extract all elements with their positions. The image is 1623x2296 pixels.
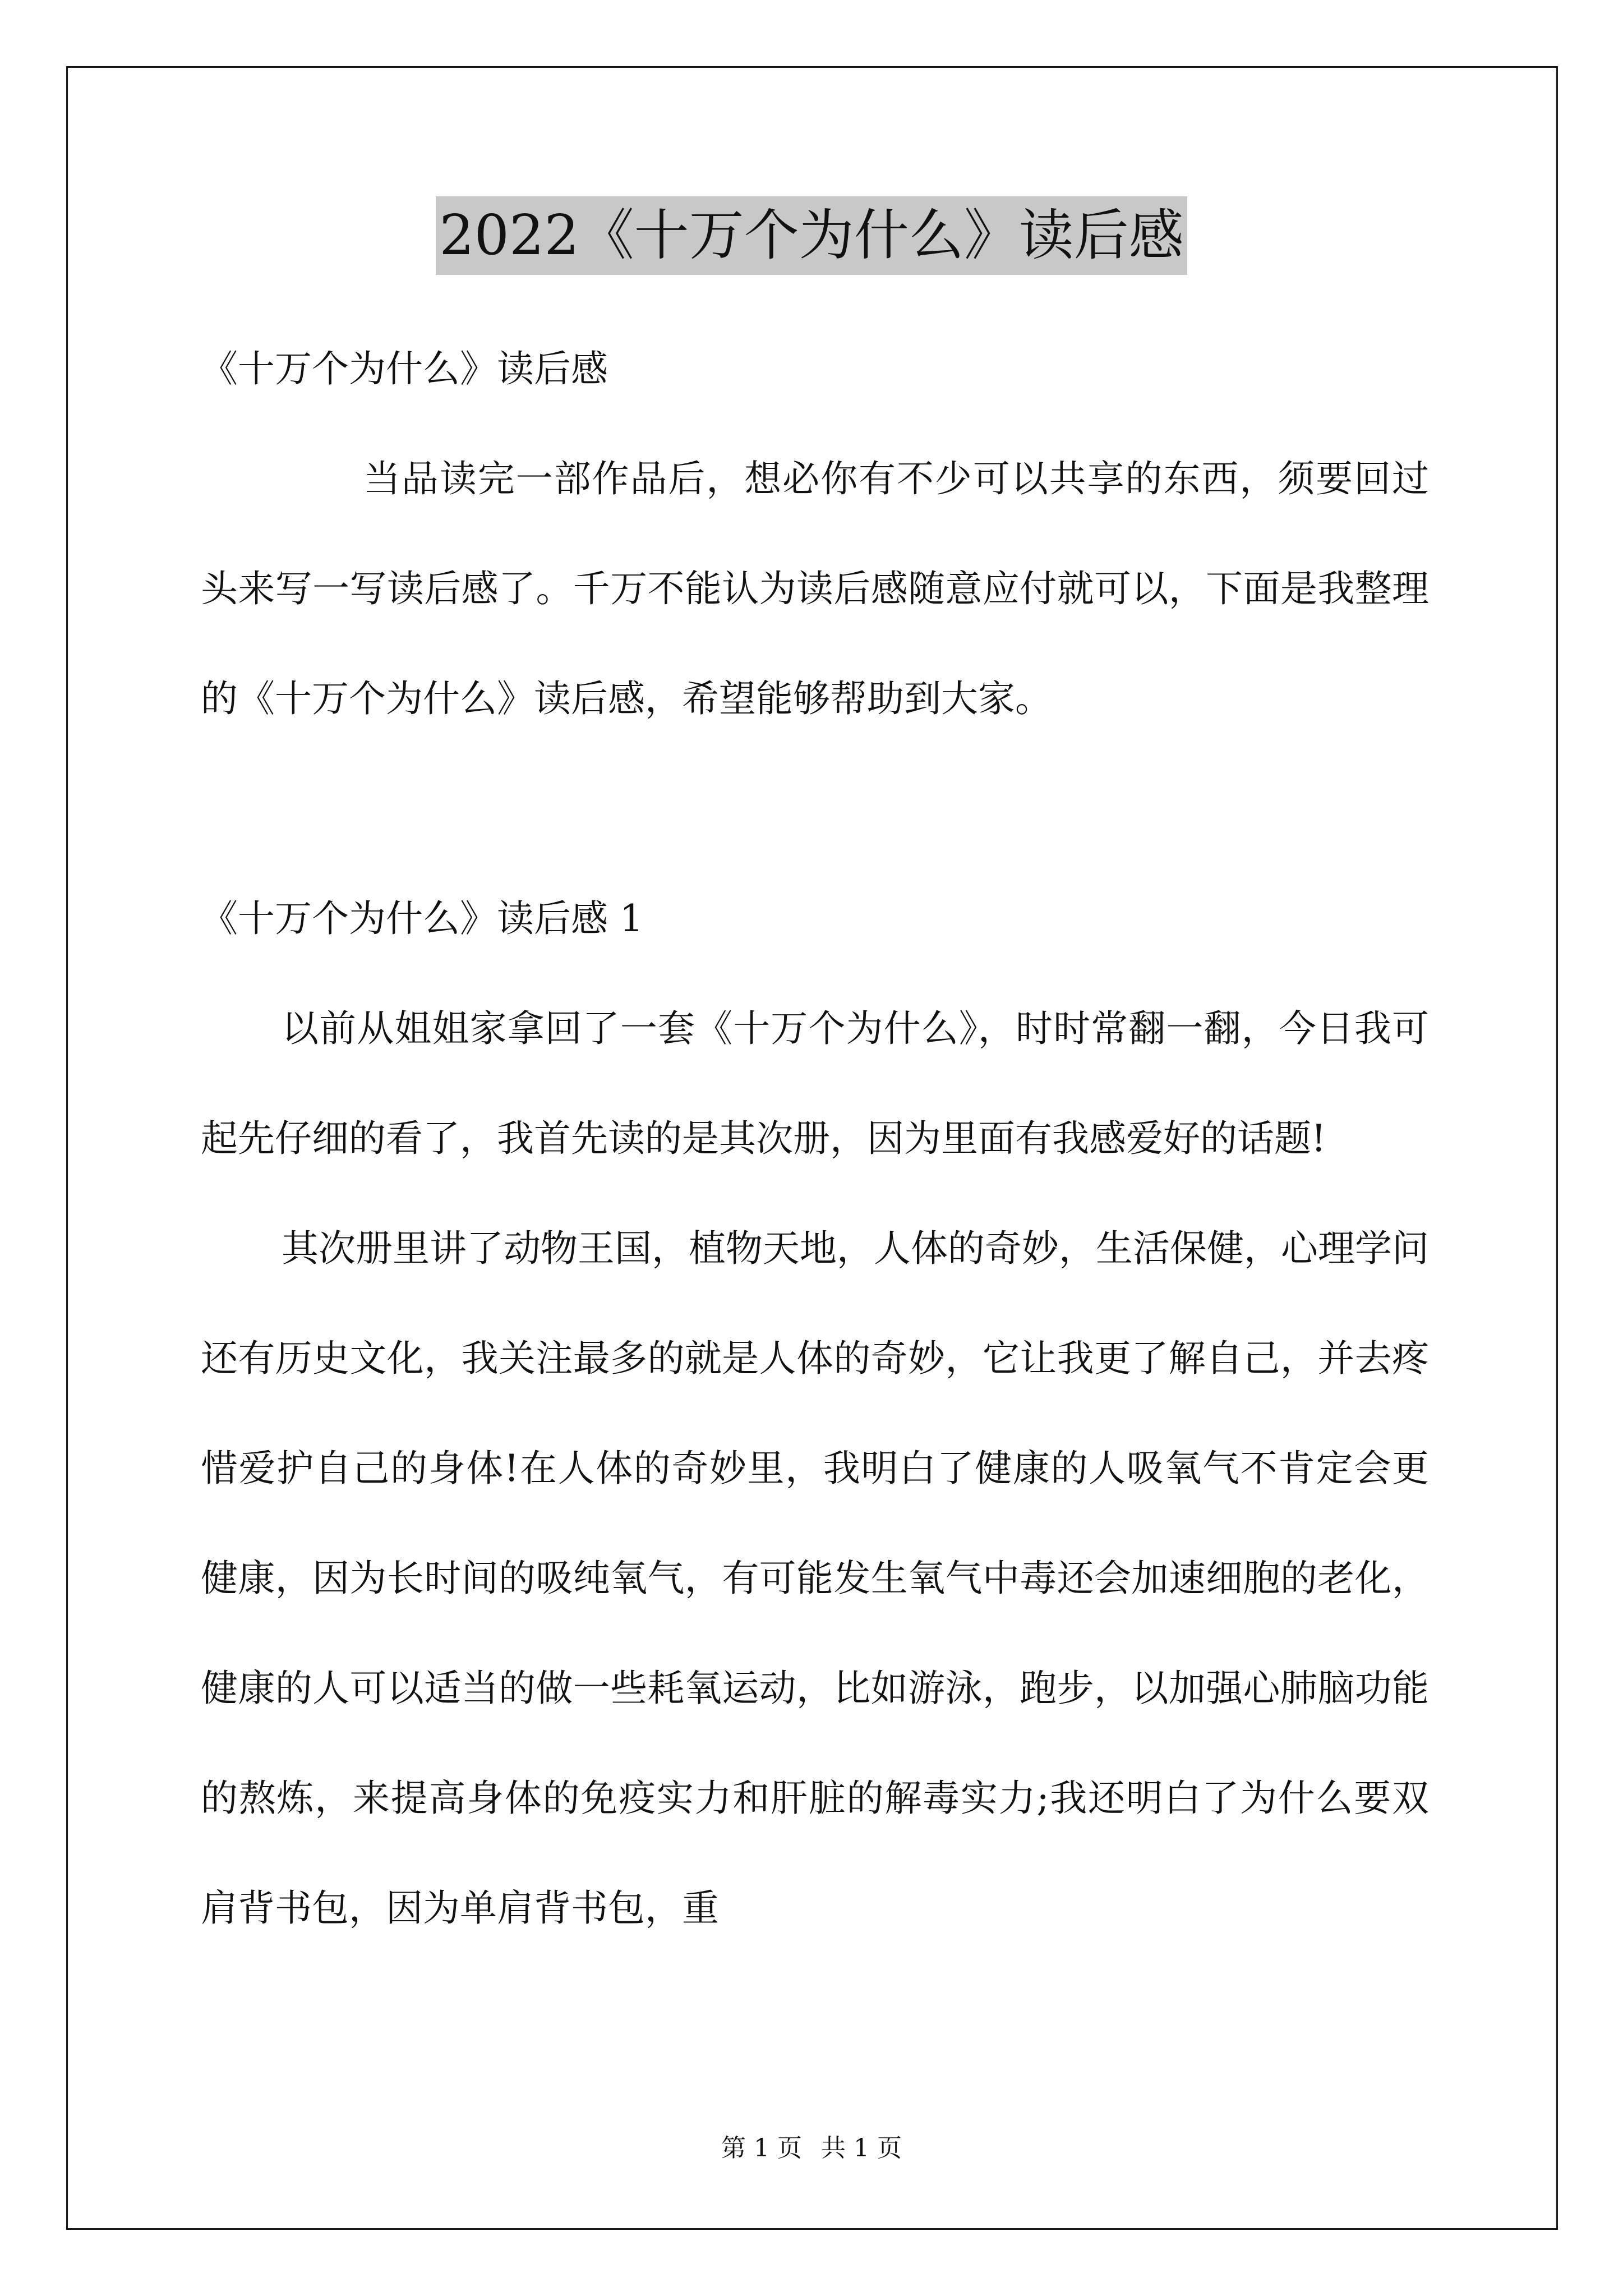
subtitle: 《十万个为什么》读后感 [201,347,608,390]
section-spacer [201,754,1429,864]
intro-paragraph: 当品读完一部作品后，想必你有不少可以共享的东西，须要回过头来写一写读后感了。千万不能认为读后感随意应付就可以，下面是我整理的《十万个为什么》读后感，希望能够帮助到大家。 [201,457,1429,720]
document-body [201,314,1429,1963]
page-total: 共 1 页 [821,2134,902,2162]
section-heading: 《十万个为什么》读后感 1 [201,897,643,940]
page-number: 第 1 页 [721,2134,802,2162]
body-paragraph: 以前从姐姐家拿回了一套《十万个为什么》，时时常翻一翻，今日我可起先仔细的看了，我首先读的是其次册，因为里面有我感爱好的话题! [201,1007,1429,1160]
page-footer [0,2132,1623,2165]
title-container [0,196,1623,275]
body-paragraph: 其次册里讲了动物王国，植物天地，人体的奇妙，生活保健，心理学问还有历史文化，我关注最多的就是人体的奇妙，它让我更了解自己，并去疼惜爱护自己的身体!在人体的奇妙里，我明白了健康的人吸氧气不肯定会更健康，因为长时间的吸纯氧气，有可能发生氧气中毒还会加速细胞的老化，健康的人可以适当的做一些耗氧运动，比如游泳，跑步，以加强心肺脑功能的熬炼，来提高身体的免疫实力和肝脏的解毒实力;我还明白了为什么要双肩背书包，因为单肩背书包，重 [201,1227,1429,1930]
document-title: 2022《十万个为什么》读后感 [436,196,1187,275]
